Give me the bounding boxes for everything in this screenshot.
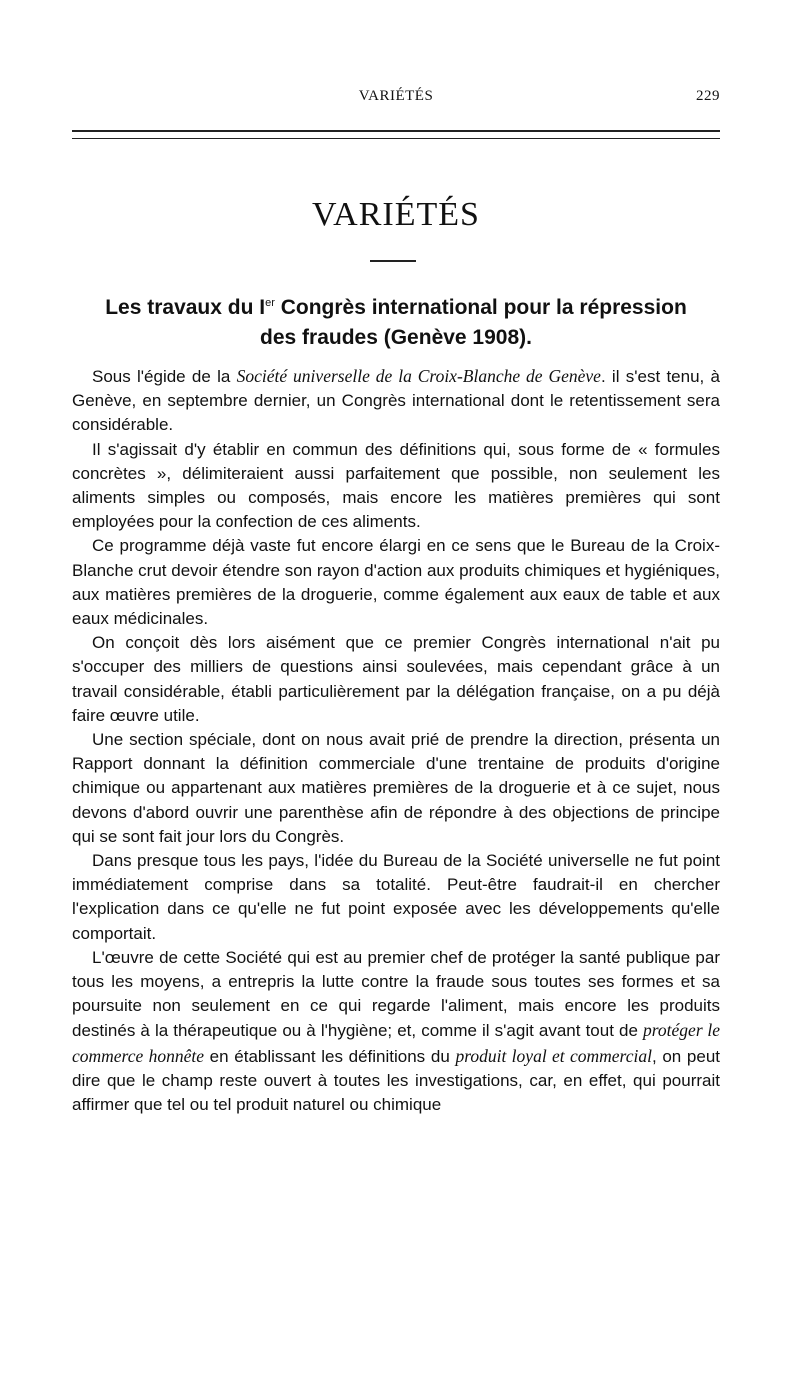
paragraph-7-b: en établissant les définitions du bbox=[204, 1046, 456, 1066]
paragraph-6: Dans presque tous les pays, l'idée du Bureau de la Société universelle ne fut point immédiatement comprise dans sa totalité. Peut-être faudrait-il en chercher l'explication dans ce qu'elle ne fut point exposée avec les développements qu'elle comportait. bbox=[72, 851, 720, 943]
paragraph-7-a: L'œuvre de cette Société qui est au premier chef de protéger la santé publique par tous les moyens, a entrepris la lutte contre la fraude sous toutes ses formes et sa poursuite non seulement en ce qui regarde l'aliment, mais encore les produits destinés à la thérapeutique ou à l'hygiène; et, comme il s'agit avant tout de bbox=[72, 947, 720, 1041]
article-title bbox=[72, 288, 720, 353]
running-header bbox=[72, 88, 720, 112]
paragraph-2: Il s'agissait d'y établir en commun des définitions qui, sous forme de « formules concrètes », délimiteraient aussi parfaitement que possible, non seulement les aliments simples ou composés, mais encore les matières premières qui sont employées pour la confection de ces aliments. bbox=[72, 439, 720, 532]
header-double-rule bbox=[72, 130, 720, 139]
paragraph-1-b: . il s'est tenu, à Genève, en septembre dernier, un Congrès international dont le retentissement sera considérable. bbox=[72, 367, 720, 435]
title-underline-rule bbox=[370, 260, 416, 262]
emphasis-protect-commerce: protéger le commerce honnête bbox=[72, 1020, 720, 1066]
article-title-line2: des fraudes (Genève 1908). bbox=[260, 326, 532, 349]
article-title-part2: Congrès international pour la répression bbox=[274, 296, 687, 319]
paragraph-5: Une section spéciale, dont on nous avait prié de prendre la direction, présenta un Rapport donnant la définition commerciale d'une trentaine de produits d'origine chimique ou appartenant aux matières premières de la droguerie et à ce sujet, nous devons d'abord ouvrir une parenthèse afin de répondre à des objections de principe qui se sont fait jour lors du Congrès. bbox=[72, 730, 720, 846]
page-number: 229 bbox=[696, 88, 720, 104]
article-title-part1: Les travaux du I bbox=[105, 296, 266, 319]
paragraph-1-a: Sous l'égide de la bbox=[92, 367, 237, 386]
paragraph-4: On conçoit dès lors aisément que ce premier Congrès international n'ait pu s'occuper des milliers de questions ainsi soulevées, mais cependant grâce à un travail considérable, établi particulièrement par la délégation française, on a pu déjà faire œuvre utile. bbox=[72, 633, 720, 725]
emphasis-loyal-product: produit loyal et commercial bbox=[455, 1045, 652, 1066]
paragraph-7 bbox=[72, 946, 720, 1117]
section-title: VARIÉTÉS bbox=[312, 196, 480, 233]
paragraph-7-c: , on peut dire que le champ reste ouvert à toutes les investigations, car, en effet, qui pourrait affirmer que tel ou tel produit naturel ou chimique bbox=[72, 1046, 721, 1115]
running-title: VARIÉTÉS bbox=[358, 88, 434, 104]
paragraph-1 bbox=[72, 364, 720, 438]
society-name: Société universelle de la Croix-Blanche de Genève bbox=[236, 366, 601, 386]
article-body bbox=[72, 364, 720, 1117]
paragraph-3: Ce programme déjà vaste fut encore élargi en ce sens que le Bureau de la Croix-Blanche crut devoir étendre son rayon d'action aux produits chimiques et hygiéniques, aux matières premières de la droguerie, comme également aux eaux de table et aux eaux médicinales. bbox=[72, 536, 720, 629]
article-title-superscript: er bbox=[265, 297, 275, 309]
